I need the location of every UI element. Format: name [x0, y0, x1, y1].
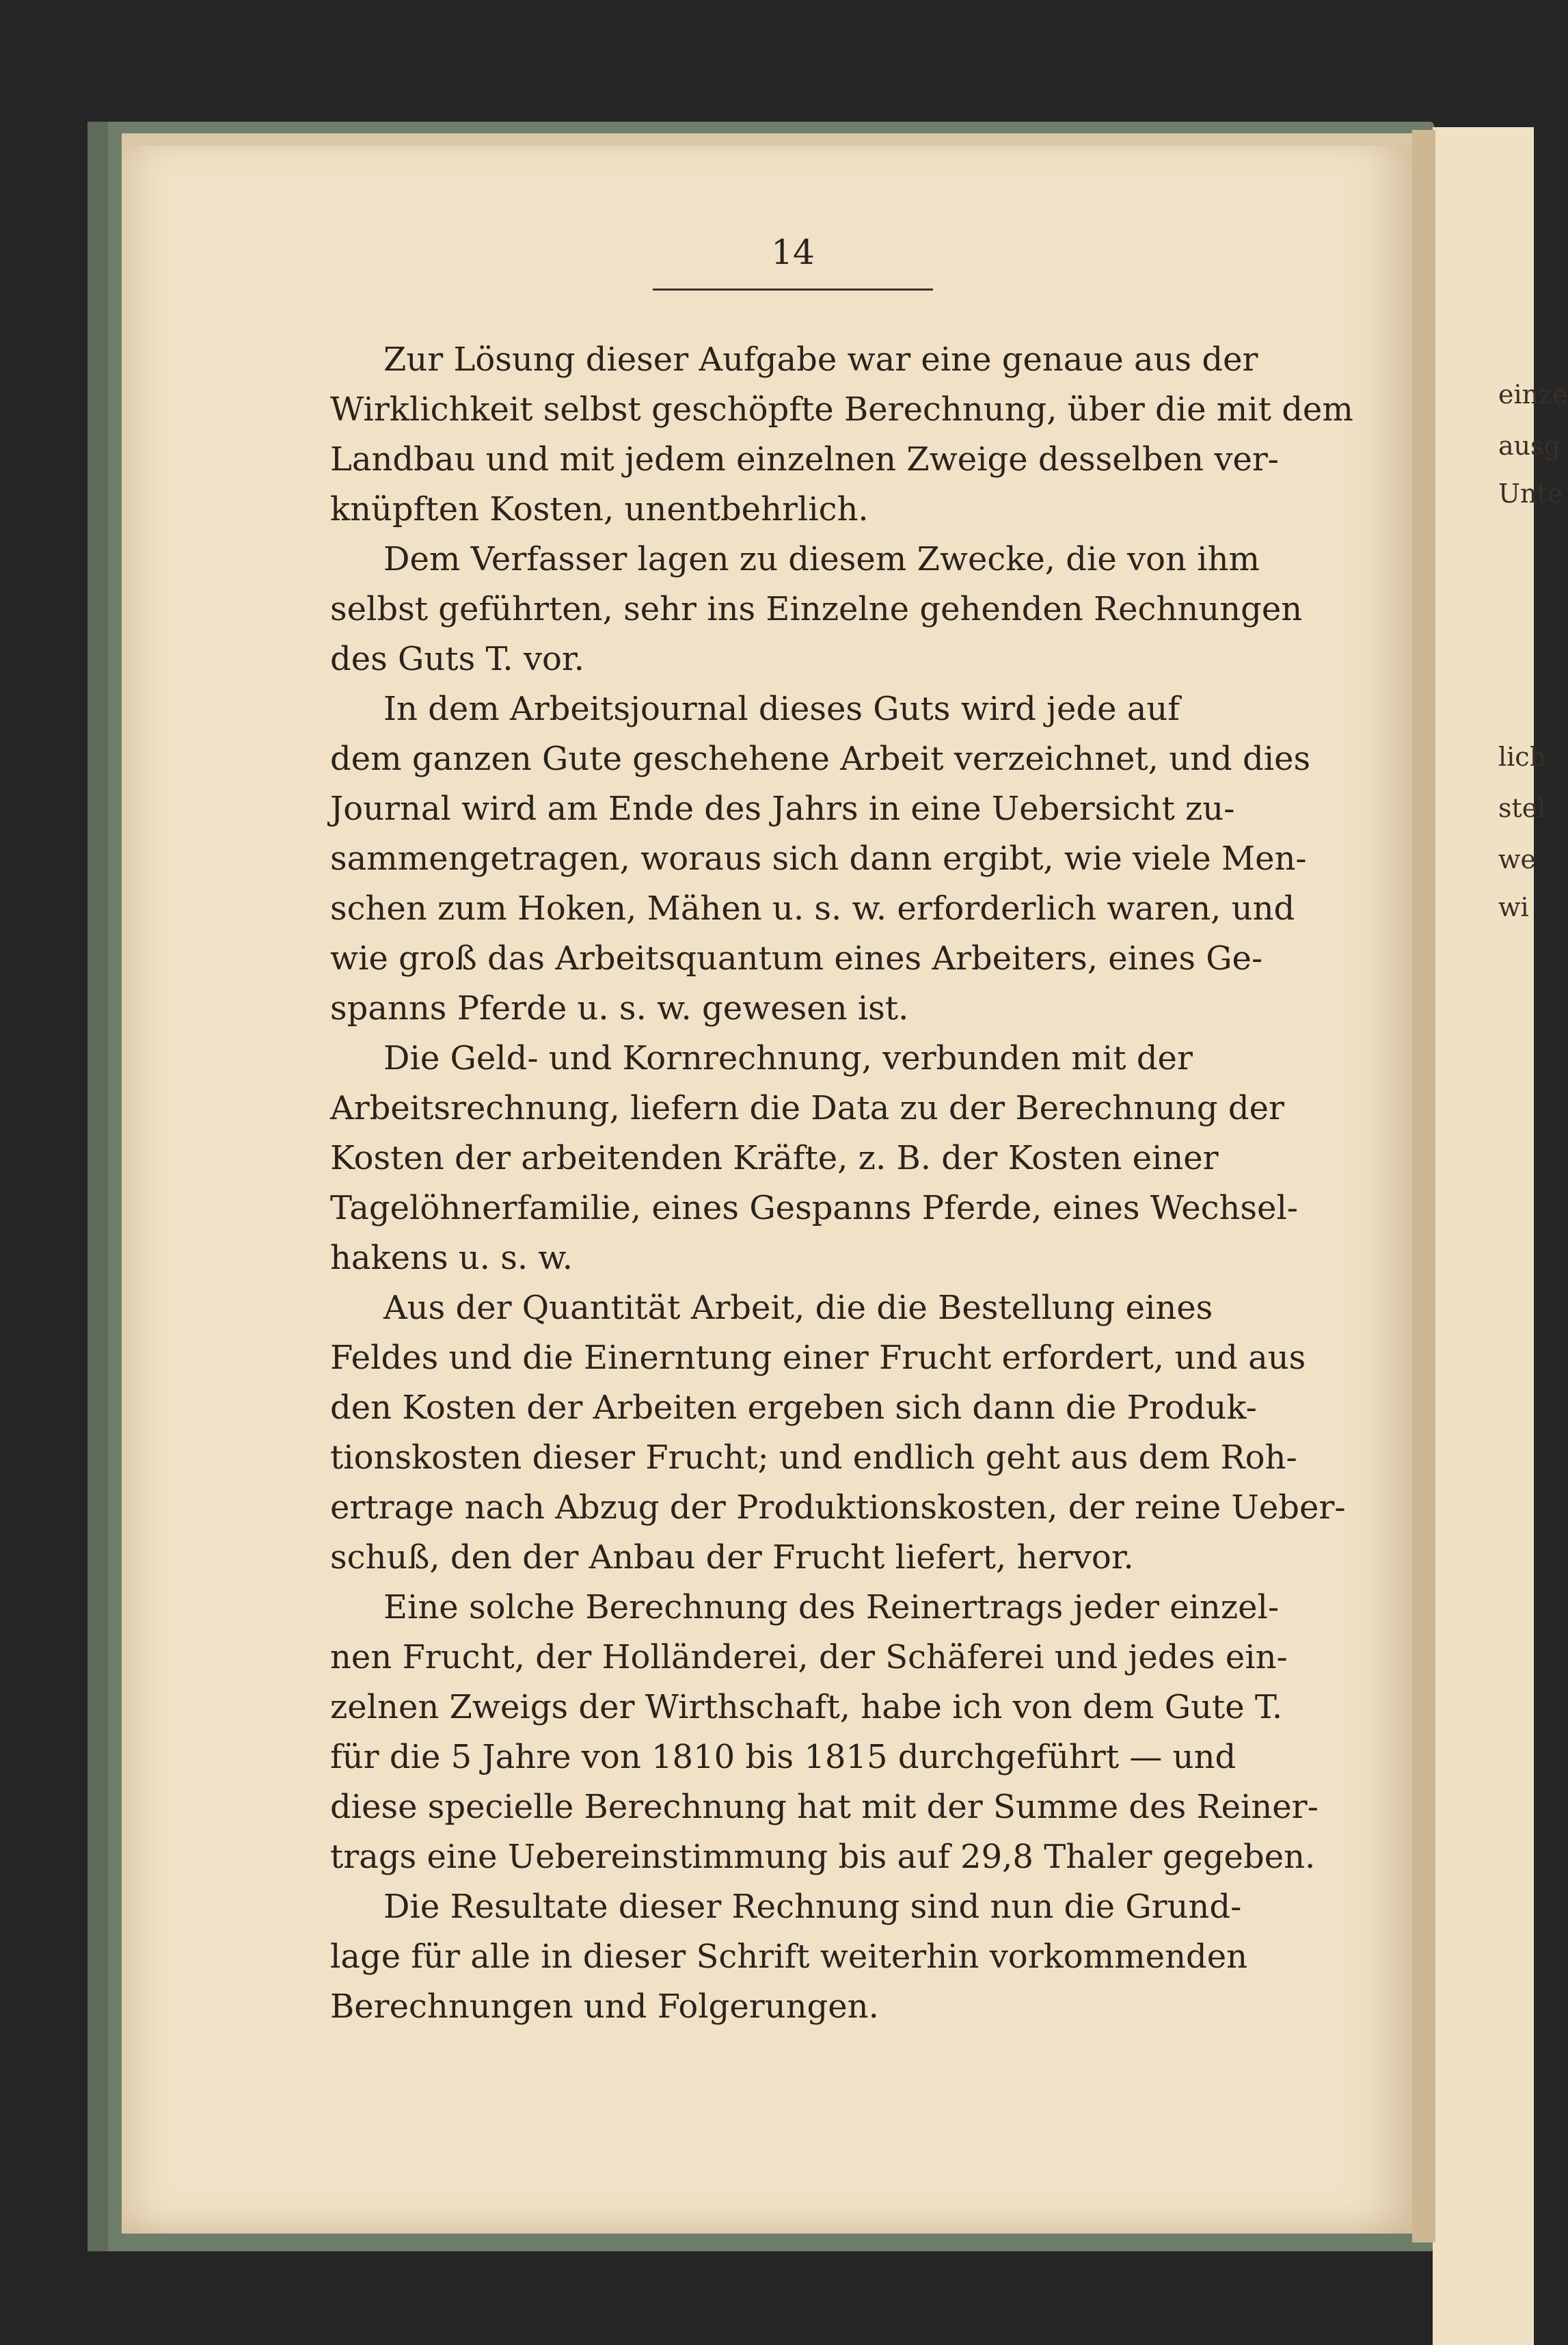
text-line: Zur Lösung dieser Aufgabe war eine genaue aus der [383, 340, 1258, 379]
text-line: nen Frucht, der Holländerei, der Schäferei und jedes ein- [330, 1638, 1288, 1676]
page-top-shadow [122, 133, 1417, 146]
text-line: Eine solche Berechnung des Reinertrags jeder einzel- [383, 1588, 1280, 1626]
text-line: Die Geld- und Kornrechnung, verbunden mit der [383, 1039, 1193, 1077]
text-line: Dem Verfasser lagen zu diesem Zwecke, die von ihm [383, 540, 1260, 578]
page-number: 14 [771, 232, 815, 272]
text-line: knüpften Kosten, unentbehrlich. [330, 490, 869, 528]
facing-page-word: einze [1498, 379, 1568, 410]
text-line: Arbeitsrechnung, liefern die Data zu der Berechnung der [330, 1089, 1284, 1127]
text-line: Feldes und die Einerntung einer Frucht erfordert, und aus [330, 1339, 1306, 1377]
text-line: Landbau und mit jedem einzelnen Zweige desselben ver- [330, 440, 1280, 479]
facing-page-word: Unte [1498, 479, 1563, 509]
text-line: diese specielle Berechnung hat mit der Summe des Reiner- [330, 1788, 1319, 1826]
text-line: Die Resultate dieser Rechnung sind nun die Grund- [383, 1888, 1242, 1926]
facing-page-word: we [1498, 844, 1537, 874]
text-line: tionskosten dieser Frucht; und endlich geht aus dem Roh- [330, 1438, 1297, 1477]
facing-page-word: wi [1498, 892, 1529, 922]
page-body-text [330, 335, 1353, 2032]
text-line: schen zum Hoken, Mähen u. s. w. erforderlich waren, und [330, 889, 1295, 928]
text-line: lage für alle in dieser Schrift weiterhin vorkommenden [330, 1938, 1248, 1976]
book-spine-edge [87, 122, 108, 2251]
text-line: Kosten der arbeitenden Kräfte, z. B. der Kosten einer [330, 1139, 1219, 1177]
text-line: spanns Pferde u. s. w. gewesen ist. [330, 989, 909, 1028]
text-line: trags eine Uebereinstimmung bis auf 29,8 Thaler gegeben. [330, 1838, 1316, 1876]
text-line: selbst geführten, sehr ins Einzelne gehenden Rechnungen [330, 590, 1303, 628]
text-line: schuß, den der Anbau der Frucht liefert, hervor. [330, 1538, 1134, 1577]
page-gutter [1412, 130, 1435, 2242]
text-line: des Guts T. vor. [330, 640, 584, 678]
text-line: In dem Arbeitsjournal dieses Guts wird jede auf [383, 690, 1180, 728]
header-rule [653, 289, 933, 291]
text-line: sammengetragen, woraus sich dann ergibt, wie viele Men- [330, 840, 1307, 878]
facing-page-word: stel [1498, 793, 1546, 823]
text-line: Wirklichkeit selbst geschöpfte Berechnung, über die mit dem [330, 390, 1353, 429]
text-line: zelnen Zweigs der Wirthschaft, habe ich von dem Gute T. [330, 1688, 1283, 1726]
text-line: hakens u. s. w. [330, 1239, 573, 1277]
text-line: dem ganzen Gute geschehene Arbeit verzeichnet, und dies [330, 740, 1311, 778]
text-line: ertrage nach Abzug der Produktionskosten, der reine Ueber- [330, 1488, 1346, 1527]
text-line: den Kosten der Arbeiten ergeben sich dann die Produk- [330, 1389, 1257, 1427]
text-line: Journal wird am Ende des Jahrs in eine Uebersicht zu- [330, 790, 1235, 828]
text-line: für die 5 Jahre von 1810 bis 1815 durchgeführt — und [330, 1738, 1236, 1776]
facing-page-word: lich [1498, 742, 1547, 772]
text-line: Berechnungen und Folgerungen. [330, 1987, 879, 2026]
text-line: Aus der Quantität Arbeit, die die Bestellung eines [383, 1289, 1213, 1327]
text-line: wie groß das Arbeitsquantum eines Arbeiters, eines Ge- [330, 939, 1263, 978]
facing-page-word: ausg [1498, 431, 1560, 461]
text-line: Tagelöhnerfamilie, eines Gespanns Pferde, eines Wechsel- [330, 1189, 1299, 1227]
